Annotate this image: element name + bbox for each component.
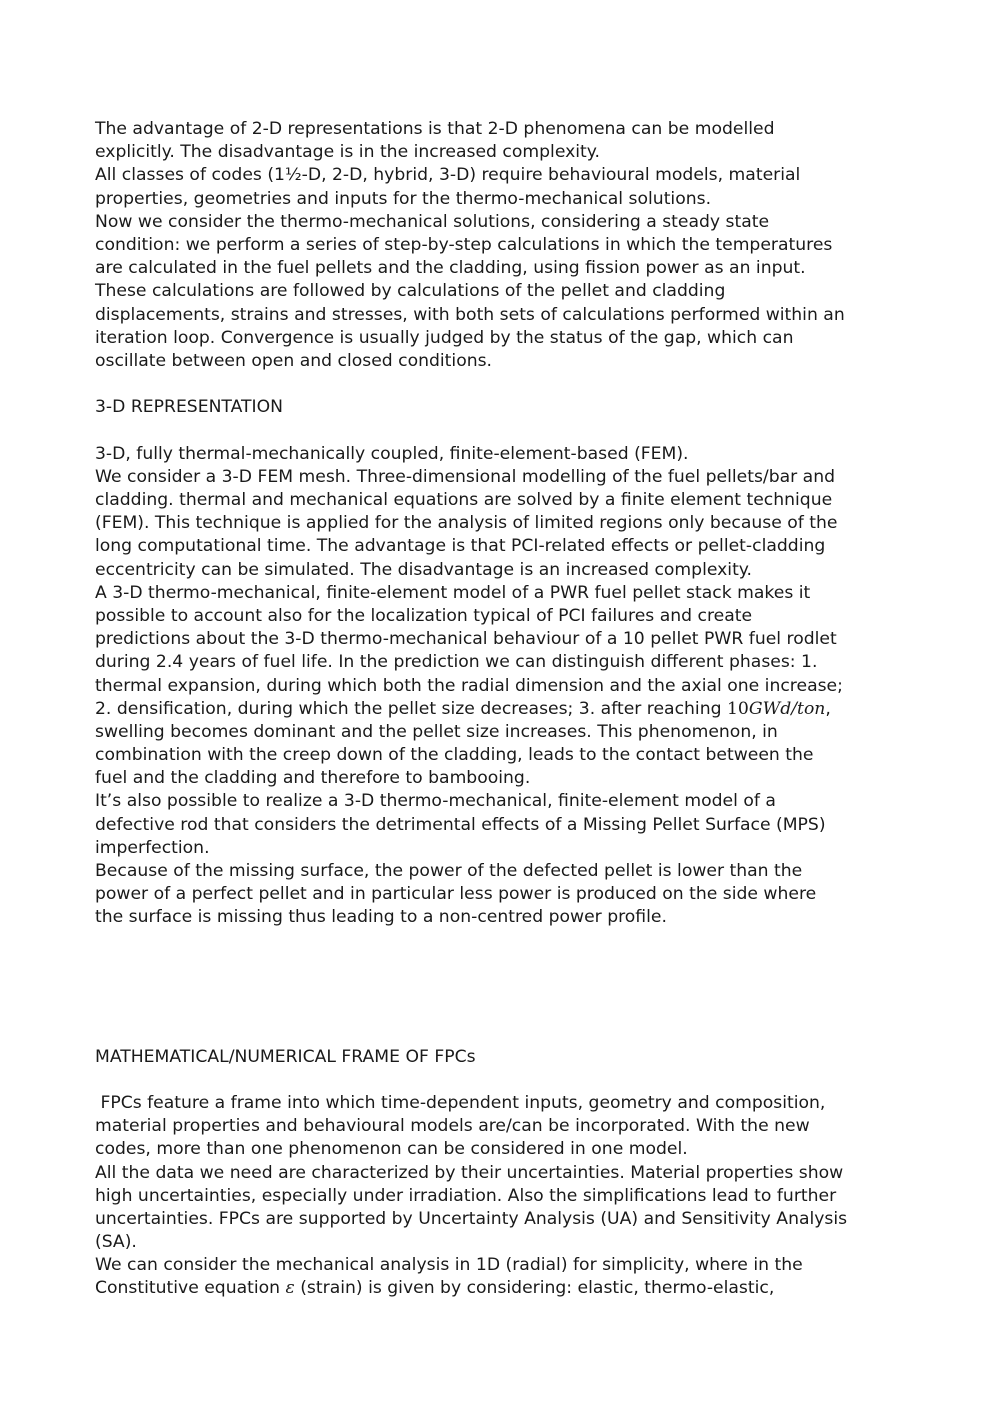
formula-unit: GWd/ton <box>748 698 826 719</box>
text-line: fuel and the cladding and therefore to bambooing. <box>95 768 531 789</box>
paragraph-2d-advantages <box>95 118 910 373</box>
paragraph-3d-representation <box>95 443 910 930</box>
paragraph-math-frame <box>95 1092 910 1301</box>
text-line-with-symbol <box>95 1277 910 1300</box>
text-line: We can consider the mechanical analysis in 1D (radial) for simplicity, where in the <box>95 1255 803 1276</box>
text-line: (SA). <box>95 1232 137 1253</box>
text-line: codes, more than one phenomenon can be considered in one model. <box>95 1139 688 1160</box>
section-heading-math-frame: MATHEMATICAL/NUMERICAL FRAME OF FPCs <box>95 1046 476 1067</box>
text-line: It’s also possible to realize a 3-D thermo-mechanical, finite-element model of a <box>95 791 776 812</box>
text-line: iteration loop. Convergence is usually judged by the status of the gap, which can <box>95 327 794 348</box>
text-line: cladding. thermal and mechanical equations are solved by a finite element technique <box>95 490 833 510</box>
text-line: the surface is missing thus leading to a non-centred power profile. <box>95 907 667 928</box>
burnup-formula <box>727 699 825 719</box>
text-line: during 2.4 years of fuel life. In the prediction we can distinguish different phases: 1. <box>95 652 818 673</box>
text-line: (FEM). This technique is applied for the analysis of limited regions only because of the <box>95 513 838 534</box>
text-line: condition: we perform a series of step-by-step calculations in which the temperatures <box>95 234 833 255</box>
text-line: A 3-D thermo-mechanical, finite-element model of a PWR fuel pellet stack makes it <box>95 582 811 603</box>
text-line: Now we consider the thermo-mechanical solutions, considering a steady state <box>95 211 770 232</box>
formula-number: 10 <box>726 698 749 719</box>
text-span: , <box>825 698 831 719</box>
text-line: These calculations are followed by calculations of the pellet and cladding <box>95 281 726 302</box>
section-heading-3d: 3-D REPRESENTATION <box>95 397 283 418</box>
text-line: material properties and behavioural models are/can be incorporated. With the new <box>95 1116 810 1137</box>
text-line: displacements, strains and stresses, with both sets of calculations performed within an <box>95 304 845 325</box>
text-line: The advantage of 2-D representations is that 2-D phenomena can be modelled <box>95 119 775 139</box>
text-line: defective rod that considers the detrimental effects of a Missing Pellet Surface (MPS) <box>95 814 826 835</box>
text-line: Because of the missing surface, the power of the defected pellet is lower than the <box>95 861 803 881</box>
text-line: are calculated in the fuel pellets and the cladding, using fission power as an input. <box>95 258 806 279</box>
text-line: properties, geometries and inputs for the thermo-mechanical solutions. <box>95 188 712 209</box>
text-line: explicitly. The disadvantage is in the increased complexity. <box>95 142 600 163</box>
document-page <box>95 118 910 1301</box>
text-line: FPCs feature a frame into which time-dependent inputs, geometry and composition, <box>95 1092 826 1113</box>
text-line: uncertainties. FPCs are supported by Uncertainty Analysis (UA) and Sensitivity Analysis <box>95 1208 848 1229</box>
text-line: predictions about the 3-D thermo-mechanical behaviour of a 10 pellet PWR fuel rodlet <box>95 629 837 650</box>
text-span: (strain) is given by considering: elastic, thermo-elastic, <box>294 1278 775 1299</box>
text-line: We consider a 3-D FEM mesh. Three-dimensional modelling of the fuel pellets/bar and <box>95 466 836 487</box>
text-line: thermal expansion, during which both the radial dimension and the axial one increase; <box>95 675 843 696</box>
text-line-with-formula <box>95 698 910 721</box>
text-line: high uncertainties, especially under irradiation. Also the simplifications lead to further <box>95 1185 837 1206</box>
text-line: 3-D, fully thermal-mechanically coupled, finite-element-based (FEM). <box>95 443 689 464</box>
strain-symbol: ε <box>285 1278 295 1299</box>
text-line: All classes of codes (1½-D, 2-D, hybrid, 3-D) require behavioural models, material <box>95 165 801 186</box>
text-line: swelling becomes dominant and the pellet size increases. This phenomenon, in <box>95 721 778 742</box>
text-line: combination with the creep down of the cladding, leads to the contact between the <box>95 745 814 766</box>
text-line: oscillate between open and closed conditions. <box>95 350 493 371</box>
text-line: eccentricity can be simulated. The disadvantage is an increased complexity. <box>95 559 752 580</box>
text-span: Constitutive equation <box>95 1278 286 1299</box>
text-line: long computational time. The advantage is that PCI-related effects or pellet-cladding <box>95 536 826 557</box>
text-span: 2. densification, during which the pellet size decreases; 3. after reaching <box>95 698 727 719</box>
text-line: All the data we need are characterized by their uncertainties. Material properties show <box>95 1162 844 1183</box>
text-line: imperfection. <box>95 837 210 858</box>
text-line: power of a perfect pellet and in particular less power is produced on the side where <box>95 884 817 905</box>
text-line: possible to account also for the localization typical of PCI failures and create <box>95 605 753 626</box>
